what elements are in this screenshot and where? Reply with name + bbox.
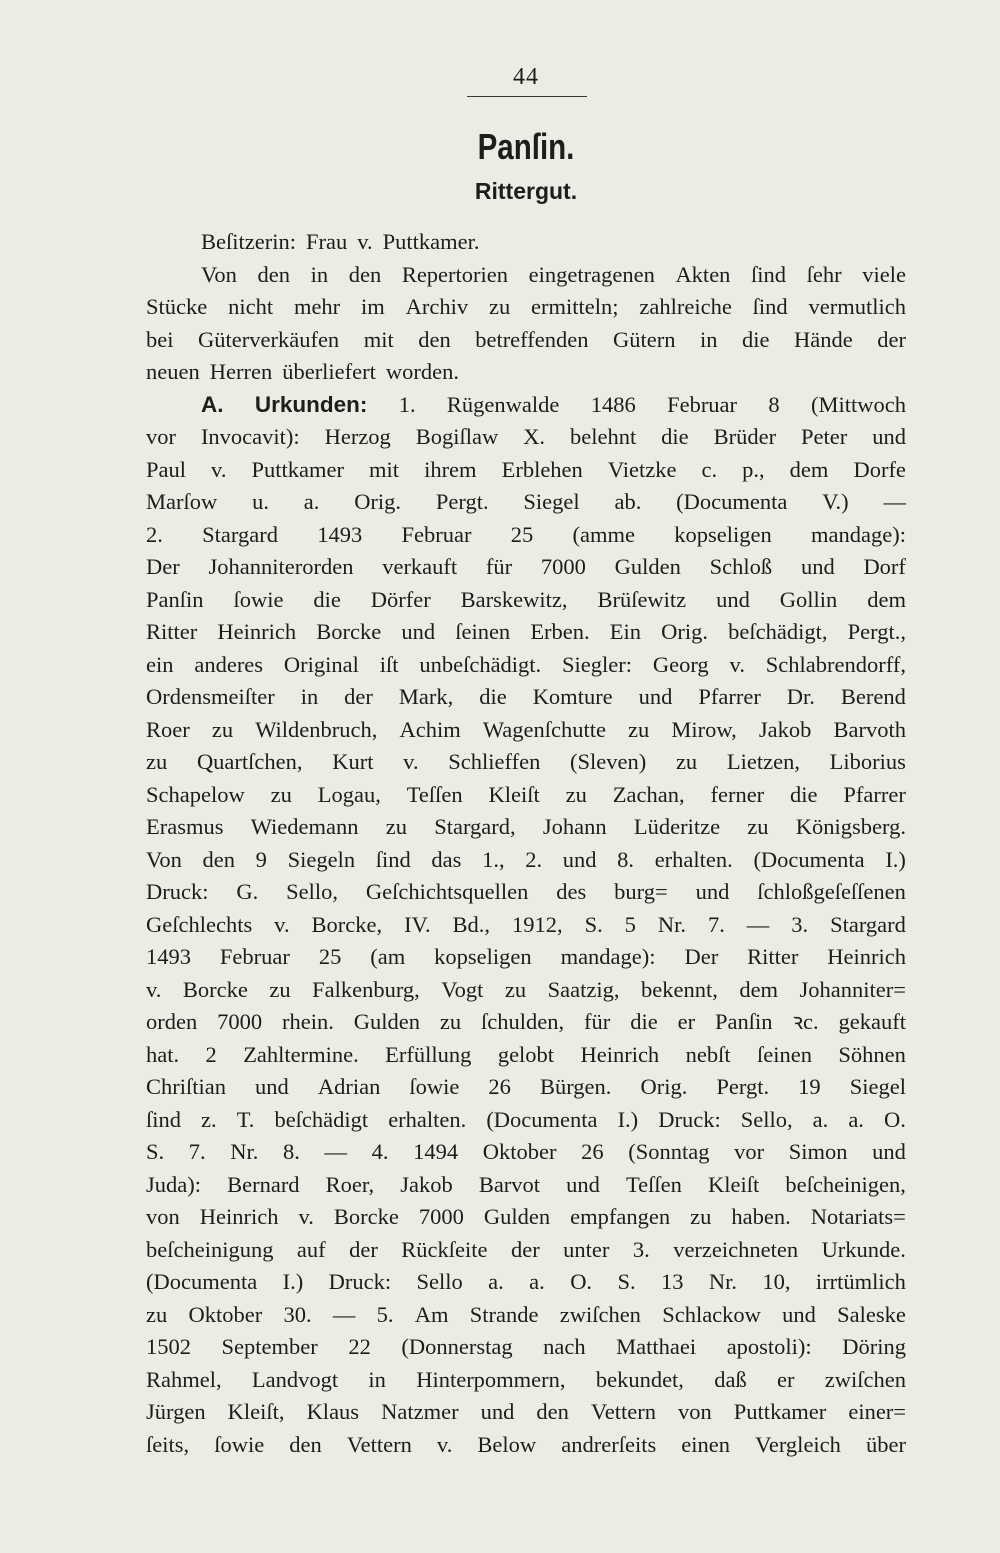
text-line: ſeits, ſowie den Vettern v. Below andrerſeits einen Vergleich über [146, 1431, 906, 1457]
text-line: Paul v. Puttkamer mit ihrem Erblehen Vietzke c. p., dem Dorfe [146, 456, 906, 482]
text-line: A. Urkunden: 1. Rügenwalde 1486 Februar 8 (Mittwoch [201, 391, 906, 417]
page-title: Panſin. [477, 126, 575, 167]
text-line: Rahmel, Landvogt in Hinterpommern, bekundet, daß er zwiſchen [146, 1366, 906, 1392]
text-line: bei Güterverkäufen mit den betreffenden Gütern in die Hände der [146, 326, 906, 352]
body-text [146, 226, 906, 1461]
text-line: hat. 2 Zahltermine. Erfüllung gelobt Heinrich nebſt ſeinen Söhnen [146, 1041, 906, 1067]
text-line: neuen Herren überliefert worden. [146, 359, 460, 384]
text-line: ſind z. T. beſchädigt erhalten. (Documenta I.) Druck: Sello, a. a. O. [146, 1106, 906, 1132]
text-line: zu Quartſchen, Kurt v. Schlieffen (Sleven) zu Lietzen, Liborius [146, 749, 906, 774]
text-line: Panſin ſowie die Dörfer Barskewitz, Brüſewitz und Gollin dem [146, 586, 906, 612]
text-line: Stücke nicht mehr im Archiv zu ermitteln; zahlreiche ſind vermutlich [146, 294, 906, 319]
text-line: Marſow u. a. Orig. Pergt. Siegel ab. (Documenta V.) — [146, 489, 906, 514]
text-line: orden 7000 rhein. Gulden zu ſchulden, für die er Panſin ꝛc. gekauft [146, 1009, 906, 1034]
text-line: Erasmus Wiedemann zu Stargard, Johann Lüderitze zu Königsberg. [146, 814, 906, 839]
text-line: Jürgen Kleiſt, Klaus Natzmer und den Vettern von Puttkamer einer= [146, 1399, 906, 1424]
header-rule [467, 96, 587, 97]
text-line: 2. Stargard 1493 Februar 25 (amme kopseligen mandage): [146, 521, 906, 547]
text-line: von Heinrich v. Borcke 7000 Gulden empfangen zu haben. Notariats= [146, 1204, 906, 1229]
text-line: Druck: G. Sello, Geſchichtsquellen des burg= und ſchloßgeſeſſenen [146, 879, 906, 904]
text-line: vor Invocavit): Herzog Bogiſlaw X. belehnt die Brüder Peter und [146, 424, 906, 449]
text-line: S. 7. Nr. 8. — 4. 1494 Oktober 26 (Sonntag vor Simon und [146, 1139, 906, 1164]
text-line: 1502 September 22 (Donnerstag nach Matthaei apostoli): Döring [146, 1334, 906, 1359]
text-line: ein anderes Original iſt unbeſchädigt. Siegler: Georg v. Schlabrendorff, [146, 651, 906, 677]
text-line: Von den in den Repertorien eingetragenen Akten ſind ſehr viele [201, 261, 906, 287]
text-line: Schapelow zu Logau, Teſſen Kleiſt zu Zachan, ferner die Pfarrer [146, 781, 906, 807]
text-line: v. Borcke zu Falkenburg, Vogt zu Saatzig, bekennt, dem Johanniter= [146, 976, 906, 1002]
text-line: Ritter Heinrich Borcke und ſeinen Erben. Ein Orig. beſchädigt, Pergt., [146, 619, 906, 644]
text-line: Roer zu Wildenbruch, Achim Wagenſchutte zu Mirow, Jakob Barvoth [146, 716, 906, 742]
text-line: Von den 9 Siegeln ſind das 1., 2. und 8. erhalten. (Documenta I.) [146, 846, 906, 872]
text-line: Chriſtian und Adrian ſowie 26 Bürgen. Orig. Pergt. 19 Siegel [146, 1074, 906, 1099]
text-line: Juda): Bernard Roer, Jakob Barvot und Teſſen Kleiſt beſcheinigen, [146, 1171, 906, 1197]
text-line: zu Oktober 30. — 5. Am Strande zwiſchen Schlackow und Saleske [146, 1301, 906, 1327]
text-line: beſcheinigung auf der Rückſeite der unter 3. verzeichneten Urkunde. [146, 1236, 906, 1262]
text-line: (Documenta I.) Druck: Sello a. a. O. S. 13 Nr. 10, irrtümlich [146, 1269, 906, 1294]
text-line: 1493 Februar 25 (am kopseligen mandage): Der Ritter Heinrich [146, 944, 906, 969]
text-line: Der Johanniterorden verkauft für 7000 Gulden Schloß und Dorf [146, 554, 906, 579]
text-line: Beſitzerin: Frau v. Puttkamer. [201, 229, 480, 254]
page-number: 44 [513, 64, 539, 90]
text-line: Geſchlechts v. Borcke, IV. Bd., 1912, S. 5 Nr. 7. — 3. Stargard [146, 911, 906, 937]
text-line: Ordensmeiſter in der Mark, die Komture und Pfarrer Dr. Berend [146, 684, 906, 709]
page-subtitle: Rittergut. [474, 178, 578, 204]
